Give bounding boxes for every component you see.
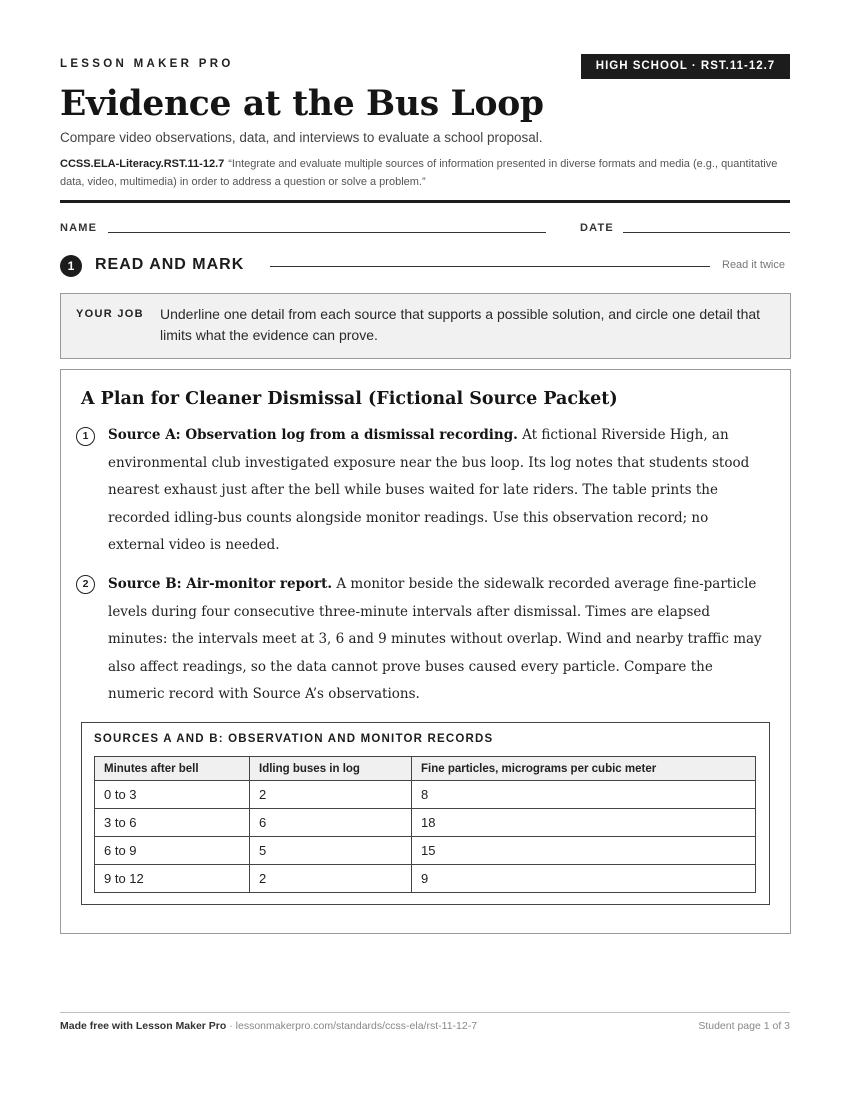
footer-made-with: Made free with Lesson Maker Pro	[60, 1020, 227, 1032]
source-a-number: 1	[76, 427, 95, 446]
page-indicator: Student page 1 of 3	[698, 1020, 790, 1032]
table-cell: 6 to 9	[95, 837, 250, 865]
section-divider	[270, 266, 710, 267]
standard-statement	[60, 155, 795, 191]
table-cell: 6	[250, 809, 412, 837]
date-field[interactable]	[623, 232, 790, 233]
footer-divider	[60, 1012, 790, 1013]
section-number-badge: 1	[60, 255, 82, 277]
records-table-title: SOURCES A AND B: OBSERVATION AND MONITOR RECORDS	[94, 733, 494, 745]
source-a-body: At fictional Riverside High, an environmental club investigated exposure near the bus loop. Its log notes that students stood nearest exhaust just after the bell while buses waited for late riders. The table prints the recorded idling-bus counts alongside monitor readings. Use this observation record; no external video is needed.	[108, 427, 750, 554]
your-job-instructions: Underline one detail from each source that supports a possible solution, and circle one detail that limits what the evidence can prove.	[160, 306, 761, 343]
grade-standard-badge: HIGH SCHOOL · RST.11-12.7	[581, 54, 790, 79]
table-cell: 9	[412, 865, 756, 893]
page-title: Evidence at the Bus Loop	[60, 84, 544, 124]
table-cell: 0 to 3	[95, 781, 250, 809]
header-divider	[60, 200, 790, 203]
name-field[interactable]	[108, 232, 546, 233]
column-header: Minutes after bell	[95, 757, 250, 781]
source-b-paragraph	[108, 571, 768, 709]
standard-text: “Integrate and evaluate multiple sources of information presented in diverse formats and media (e.g., quantitative data, video, multimedia) in order to address a question or solve a problem.”	[60, 158, 778, 188]
table-cell: 15	[412, 837, 756, 865]
table-cell: 8	[412, 781, 756, 809]
table-row	[95, 781, 756, 809]
date-label: DATE	[580, 222, 614, 234]
column-header: Fine particles, micrograms per cubic meter	[412, 757, 756, 781]
table-cell: 2	[250, 865, 412, 893]
records-table-box	[81, 722, 770, 905]
records-table	[94, 756, 756, 893]
table-cell: 18	[412, 809, 756, 837]
source-packet	[60, 369, 791, 934]
your-job-box	[60, 293, 791, 359]
source-b-lead: Source B: Air-monitor report.	[108, 576, 333, 592]
footer-url: · lessonmakerpro.com/standards/ccss-ela/rst-11-12-7	[226, 1020, 478, 1032]
table-header-row	[95, 757, 756, 781]
brand-name: LESSON MAKER PRO	[60, 58, 234, 70]
source-b-number: 2	[76, 575, 95, 594]
page-subtitle: Compare video observations, data, and interviews to evaluate a school proposal.	[60, 130, 543, 145]
table-cell: 3 to 6	[95, 809, 250, 837]
standard-code: CCSS.ELA-Literacy.RST.11-12.7	[60, 158, 225, 170]
table-row	[95, 809, 756, 837]
packet-title: A Plan for Cleaner Dismissal (Fictional Source Packet)	[81, 389, 618, 409]
footer-credit	[60, 1020, 477, 1032]
source-a-paragraph	[108, 422, 768, 560]
table-cell: 2	[250, 781, 412, 809]
source-a-lead: Source A: Observation log from a dismissal recording.	[108, 427, 518, 443]
your-job-label: YOUR JOB	[76, 308, 144, 320]
name-label: NAME	[60, 222, 98, 234]
table-row	[95, 865, 756, 893]
source-b-body: A monitor beside the sidewalk recorded average fine-particle levels during four consecutive three-minute intervals after dismissal. Times are elapsed minutes: the intervals meet at 3, 6 and 9 minutes without overlap. Wind and nearby traffic may also affect readings, so the data cannot prove buses caused every particle. Compare the numeric record with Source A’s observations.	[108, 576, 762, 703]
section-title: READ AND MARK	[95, 256, 245, 273]
column-header: Idling buses in log	[250, 757, 412, 781]
table-cell: 9 to 12	[95, 865, 250, 893]
table-row	[95, 837, 756, 865]
section-note: Read it twice	[722, 259, 785, 271]
table-cell: 5	[250, 837, 412, 865]
